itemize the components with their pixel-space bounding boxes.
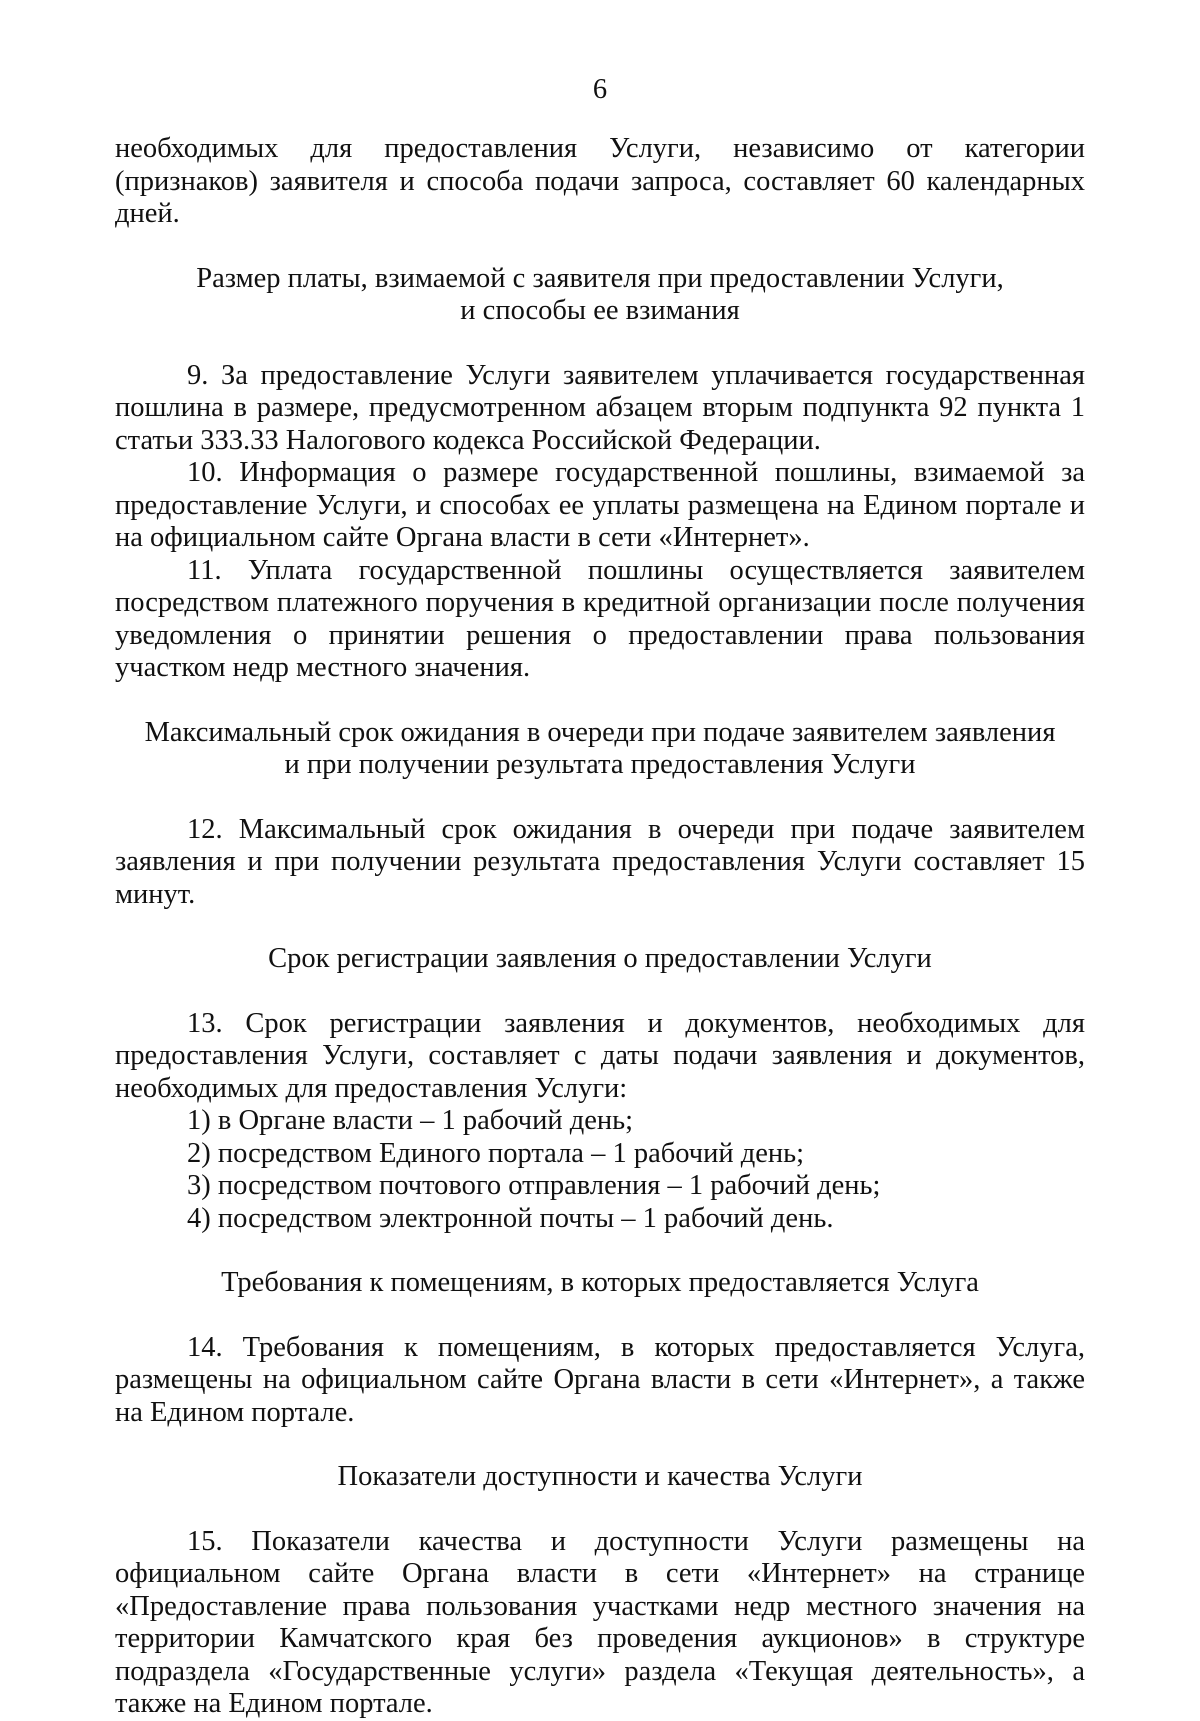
paragraph: 10. Информация о размере государственной пошлины, взимаемой за предоставление Услуги, и способах ее уплаты размещена на Едином портале и на официальном сайте Органа власти в сети «Интернет».	[115, 457, 1085, 553]
page-number: 6	[592, 74, 608, 105]
list-item: 2) посредством Единого портала – 1 рабочий день;	[187, 1137, 805, 1169]
section-heading	[115, 263, 1085, 328]
section-heading-line: Показатели доступности и качества Услуги	[337, 1461, 863, 1492]
paragraph: 11. Уплата государственной пошлины осуществляется заявителем посредством платежного поручения в кредитной организации после получения уведомления о принятии решения о предоставлении права пользования участком недр местного значения.	[115, 554, 1085, 683]
section-heading-line: Требования к помещениям, в которых предоставляется Услуга	[221, 1267, 979, 1298]
list-item: 3) посредством почтового отправления – 1 рабочий день;	[187, 1170, 881, 1201]
paragraph: 9. За предоставление Услуги заявителем уплачивается государственная пошлина в размере, предусмотренном абзацем вторым подпункта 92 пункта 1 статьи 333.33 Налогового кодекса Российской Федерации.	[115, 359, 1085, 456]
enumerated-list	[115, 1105, 1085, 1235]
paragraph: 14. Требования к помещениям, в которых предоставляется Услуга, размещены на официальном сайте Органа власти в сети «Интернет», а также на Едином портале.	[115, 1331, 1085, 1428]
section-heading-line: Срок регистрации заявления о предоставлении Услуги	[268, 943, 932, 974]
paragraph: необходимых для предоставления Услуги, независимо от категории (признаков) заявителя и способа подачи запроса, составляет 60 календарных дней.	[115, 133, 1085, 229]
section-heading	[115, 1267, 1085, 1300]
section-heading-line: и способы ее взимания	[460, 295, 740, 326]
paragraph: 13. Срок регистрации заявления и документов, необходимых для предоставления Услуги, составляет с даты подачи заявления и документов, необходимых для предоставления Услуги:	[115, 1007, 1085, 1104]
paragraph: 12. Максимальный срок ожидания в очереди при подаче заявителем заявления и при получении результата предоставления Услуги составляет 15 минут.	[115, 813, 1085, 910]
section-heading	[115, 717, 1085, 782]
list-item: 4) посредством электронной почты – 1 рабочий день.	[187, 1202, 834, 1234]
list-item: 1) в Органе власти – 1 рабочий день;	[187, 1105, 634, 1136]
section-heading-line: Максимальный срок ожидания в очереди при подаче заявителем заявления	[144, 716, 1056, 748]
paragraph: 15. Показатели качества и доступности Услуги размещены на официальном сайте Органа власти в сети «Интернет» на странице «Предоставление права пользования участками недр местного значения на территории Камчатского края без проведения аукционов» в структуре подраздела «Государственные услуги» раздела «Текущая деятельность», а также на Едином портале.	[115, 1525, 1085, 1719]
section-heading	[115, 943, 1085, 976]
section-heading	[115, 1461, 1085, 1494]
section-heading-line: и при получении результата предоставления Услуги	[284, 749, 916, 780]
section-heading-line: Размер платы, взимаемой с заявителя при предоставлении Услуги,	[196, 262, 1004, 294]
document-body	[115, 133, 1085, 1721]
